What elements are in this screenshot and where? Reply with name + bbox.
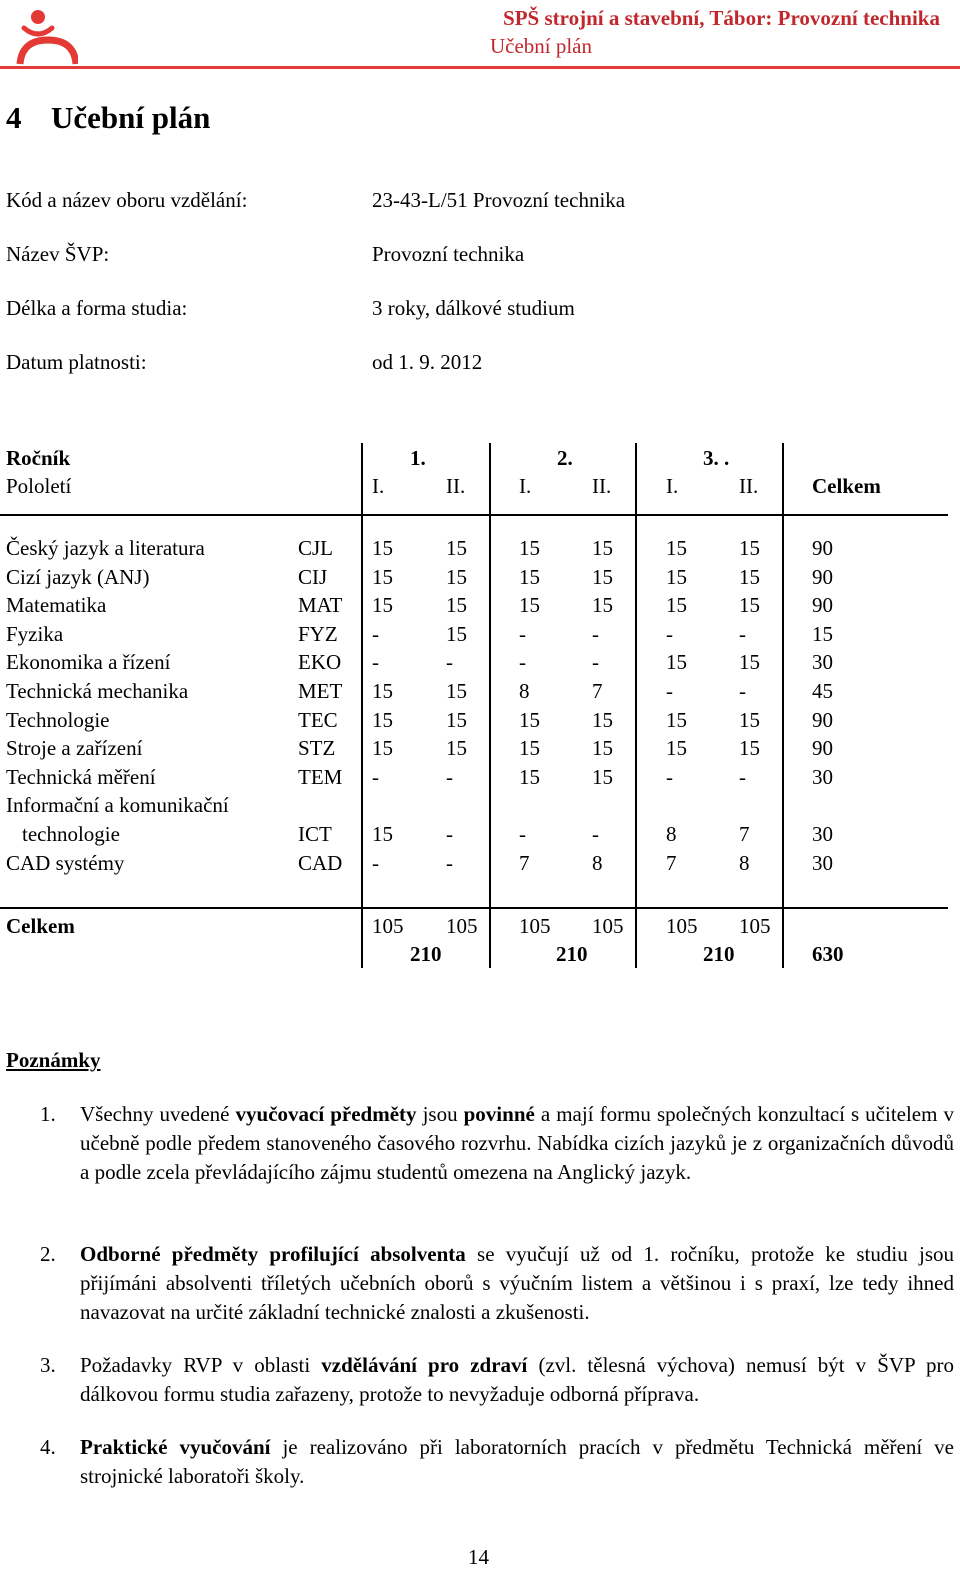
note-text [80, 1351, 954, 1409]
hours-cell: - [372, 764, 379, 789]
section-title: Učební plán [51, 100, 211, 135]
hours-cell: 15 [446, 536, 467, 560]
table-rule [0, 907, 948, 909]
note-emphasis: povinné [463, 1102, 535, 1126]
info-value-name: Provozní technika [372, 242, 525, 266]
hours-cell: 15 [519, 536, 540, 560]
hours-cell: - [739, 621, 746, 646]
subject-name: Stroje a zařízení [6, 736, 143, 761]
table-divider [635, 443, 637, 968]
school-logo-icon [16, 6, 78, 68]
note-text-part: jsou [416, 1102, 464, 1126]
table-divider [782, 443, 784, 968]
header-document-title: Učební plán [489, 34, 592, 58]
note-emphasis: Praktické vyučování [80, 1435, 271, 1459]
pololeti-label: Pololetí [6, 474, 72, 498]
hours-cell: 15 [592, 564, 613, 589]
semester-header: II. [592, 474, 612, 498]
sum-semester: 105 [519, 914, 551, 938]
hours-cell: 15 [739, 593, 760, 618]
subject-name: CAD systémy [6, 850, 125, 875]
hours-cell: - [372, 650, 379, 675]
note-number: 4. [40, 1435, 56, 1459]
hours-cell: 15 [446, 736, 467, 761]
subject-code: CAD [298, 850, 343, 875]
hours-cell: 15 [372, 593, 393, 618]
hours-cell: 15 [372, 679, 393, 703]
section-heading [6, 100, 210, 136]
subject-total: 30 [812, 822, 833, 846]
page-number: 14 [468, 1545, 489, 1569]
hours-cell: 8 [592, 850, 603, 875]
hours-cell: 15 [739, 650, 760, 675]
hours-cell: 7 [592, 679, 603, 703]
hours-cell: 7 [666, 850, 677, 875]
hours-cell: 15 [666, 564, 687, 589]
info-value-code: 23-43-L/51 Provozní technika [372, 188, 626, 212]
subject-name: Ekonomika a řízení [6, 650, 171, 675]
semester-header: II. [446, 474, 466, 498]
note-text [80, 1240, 954, 1327]
subject-total: 90 [812, 707, 833, 732]
hours-cell: 8 [519, 679, 530, 703]
subject-name: Technická měření [6, 764, 156, 789]
note-emphasis: vzdělávání pro zdraví [321, 1353, 528, 1377]
hours-cell: - [592, 650, 599, 675]
hours-cell: - [666, 764, 673, 789]
hours-cell: 15 [666, 650, 687, 675]
hours-cell: 7 [519, 850, 530, 875]
hours-cell: 15 [519, 764, 540, 789]
subject-code: TEC [298, 707, 338, 732]
section-number: 4 [6, 100, 22, 135]
hours-cell: - [372, 850, 379, 875]
hours-cell: 15 [519, 593, 540, 618]
hours-cell: 15 [519, 707, 540, 732]
hours-cell: 15 [446, 564, 467, 589]
hours-cell: - [592, 621, 599, 646]
hours-cell: 15 [446, 679, 467, 703]
note-number: 2. [40, 1242, 56, 1266]
subject-code: CIJ [298, 564, 328, 589]
subject-name-continued: technologie [22, 822, 120, 846]
sum-semester: 105 [372, 914, 404, 938]
hours-cell: 15 [446, 621, 467, 646]
note-emphasis: Odborné předměty profilující absolventa [80, 1242, 466, 1266]
subject-code: TEM [298, 764, 343, 789]
subject-code: FYZ [298, 621, 338, 646]
subject-total: 15 [812, 621, 833, 646]
year-header: 2. [557, 446, 573, 470]
hours-cell: 15 [372, 564, 393, 589]
total-header: Celkem [812, 474, 881, 498]
note-number: 3. [40, 1353, 56, 1377]
info-label-code: Kód a název oboru vzdělání: [6, 188, 248, 212]
hours-cell: 15 [739, 707, 760, 732]
subject-total: 90 [812, 564, 833, 589]
year-header: 3. . [703, 446, 730, 470]
hours-cell: - [372, 621, 379, 646]
note-text-part: Všechny uvedené [80, 1102, 236, 1126]
note-item [40, 1433, 954, 1491]
subject-total: 30 [812, 650, 833, 675]
note-text-part: je realizováno při laboratorních pracích v předmětu Technická měření ve strojnické laboratoři školy. [80, 1435, 954, 1488]
hours-cell: 15 [372, 536, 393, 560]
hours-cell: 15 [372, 822, 393, 846]
note-item [40, 1100, 954, 1187]
sum-year: 210 [703, 942, 735, 966]
sum-label: Celkem [6, 914, 75, 938]
sum-year: 210 [410, 942, 442, 966]
hours-cell: 15 [592, 736, 613, 761]
subject-total: 30 [812, 850, 833, 875]
year-header: 1. [410, 446, 426, 470]
hours-cell: 15 [372, 736, 393, 761]
hours-cell: - [519, 822, 526, 846]
header-school-name: SPŠ strojní a stavební, Tábor: Provozní technika [503, 6, 940, 30]
note-number: 1. [40, 1102, 56, 1126]
sum-semester: 105 [666, 914, 698, 938]
hours-cell: - [446, 850, 453, 875]
subject-code: ICT [298, 822, 332, 846]
info-value-validity: od 1. 9. 2012 [372, 350, 483, 374]
header-rule [0, 66, 960, 69]
hours-cell: 15 [592, 707, 613, 732]
subject-name: Matematika [6, 593, 107, 618]
hours-cell: 15 [372, 707, 393, 732]
subject-code: EKO [298, 650, 342, 675]
subject-total: 90 [812, 536, 833, 560]
subject-total: 90 [812, 736, 833, 761]
sum-semester: 105 [592, 914, 624, 938]
hours-cell: - [446, 764, 453, 789]
hours-cell: 8 [666, 822, 677, 846]
hours-cell: 15 [519, 736, 540, 761]
hours-cell: - [446, 822, 453, 846]
hours-cell: 15 [739, 736, 760, 761]
subject-name: Fyzika [6, 621, 64, 646]
hours-cell: - [519, 621, 526, 646]
note-emphasis: vyučovací předměty [235, 1102, 417, 1126]
subject-code: STZ [298, 736, 336, 761]
hours-cell: 15 [592, 764, 613, 789]
subject-name: Český jazyk a literatura [6, 536, 205, 560]
semester-header: I. [519, 474, 532, 498]
semester-header: I. [666, 474, 679, 498]
sum-total: 630 [812, 942, 844, 966]
sum-semester: 105 [739, 914, 771, 938]
info-value-length: 3 roky, dálkové studium [372, 296, 575, 320]
info-label-length: Délka a forma studia: [6, 296, 188, 320]
notes-title: Poznámky [6, 1048, 101, 1072]
hours-cell: 15 [666, 536, 687, 560]
note-item [40, 1351, 954, 1409]
note-text-part: Požadavky RVP v oblasti [80, 1353, 322, 1377]
subject-code: CJL [298, 536, 334, 560]
semester-header: II. [739, 474, 759, 498]
hours-cell: - [446, 650, 453, 675]
subject-total: 30 [812, 764, 833, 789]
note-item [40, 1240, 954, 1327]
hours-cell: 15 [666, 593, 687, 618]
info-label-name: Název ŠVP: [6, 242, 110, 266]
hours-cell: - [592, 822, 599, 846]
hours-cell: - [519, 650, 526, 675]
hours-cell: 15 [446, 707, 467, 732]
table-rule [0, 514, 948, 516]
hours-cell: 15 [739, 564, 760, 589]
sum-semester: 105 [446, 914, 478, 938]
info-label-validity: Datum platnosti: [6, 350, 147, 374]
note-text-part: se vyučují už od 1. ročníku, protože ke studiu jsou přijímáni absolventi tříletých učebních oborů s výučním listem a většinou i s praxí, lze tedy ihned navazovat na určité základní technické znalosti a zkušenosti. [80, 1242, 954, 1324]
hours-cell: - [666, 679, 673, 703]
semester-header: I. [372, 474, 385, 498]
sum-year: 210 [556, 942, 588, 966]
subject-name: Technologie [6, 707, 110, 732]
subject-code: MAT [298, 593, 343, 618]
hours-cell: 15 [446, 593, 467, 618]
hours-cell: 15 [519, 564, 540, 589]
note-text [80, 1433, 954, 1491]
note-text-part: a mají formu společných konzultací s učitelem v učebně podle předem stanoveného časového rozvrhu. Nabídka cizích jazyků je z organizačních důvodů a podle zcela převládajícího zájmu studentů omezena na Anglický jazyk. [80, 1102, 954, 1184]
hours-cell: - [739, 764, 746, 789]
hours-cell: 15 [592, 593, 613, 618]
hours-cell: 15 [666, 736, 687, 761]
subject-name: Cizí jazyk (ANJ) [6, 564, 150, 589]
note-text-part: (zvl. tělesná výchova) nemusí být v ŠVP pro dálkovou formu studia zařazeny, protože to nevyžaduje odborná příprava. [80, 1353, 954, 1406]
subject-code: MET [298, 679, 343, 703]
hours-cell: - [739, 679, 746, 703]
hours-cell: 15 [666, 707, 687, 732]
note-text [80, 1100, 954, 1187]
subject-total: 90 [812, 593, 833, 618]
table-divider [489, 443, 491, 968]
subject-name: Technická mechanika [6, 679, 189, 703]
hours-cell: 7 [739, 822, 750, 846]
subject-name: Informační a komunikační [6, 793, 229, 818]
hours-cell: 15 [592, 536, 613, 560]
hours-cell: 15 [739, 536, 760, 560]
table-divider [361, 443, 363, 968]
subject-total: 45 [812, 679, 833, 703]
hours-cell: - [666, 621, 673, 646]
hours-cell: 8 [739, 850, 750, 875]
rocnik-label: Ročník [6, 446, 71, 470]
